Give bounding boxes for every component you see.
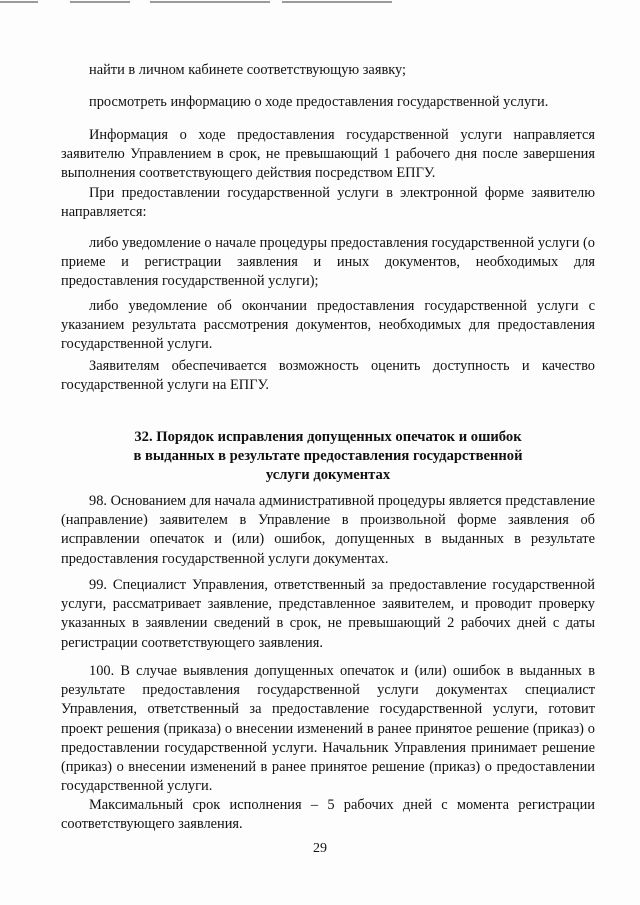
paragraph-98: 98. Основанием для начала административной процедуры является представление (направление) заявителем в Управление в произвольной форме заявления об исправлении опечаток и (или) ошибок, допущенных в выданных в результате предоставления государственной услуги документах.: [61, 493, 595, 567]
scan-edge-marks: [0, 0, 640, 6]
paragraph-99: 99. Специалист Управления, ответственный за предоставление государственной услуги, рассматривает заявление, представленное заявителем, и проводит проверку указанных в заявлении сведений в срок, не превышающий 2 рабочих дней с даты регистрации соответствующего заявления.: [61, 577, 595, 651]
paragraph-max-term: Максимальный срок исполнения – 5 рабочих дней с момента регистрации соответствующего заявления.: [61, 797, 595, 833]
paragraph-quality-rating: Заявителям обеспечивается возможность оценить доступность и качество государственной услуги на ЕПГУ.: [61, 358, 595, 394]
heading-line-3: услуги документах: [265, 467, 391, 484]
paragraph-find-application: найти в личном кабинете соответствующую заявку;: [89, 62, 407, 78]
heading-line-1: 32. Порядок исправления допущенных опечаток и ошибок: [134, 429, 522, 445]
paragraph-view-progress: просмотреть информацию о ходе предоставления государственной услуги.: [89, 94, 549, 110]
page-number: 29: [313, 841, 327, 856]
section-heading: [61, 428, 595, 486]
heading-line-2: в выданных в результате предоставления государственной: [133, 448, 523, 465]
paragraph-100: 100. В случае выявления допущенных опечаток и (или) ошибок в выданных в результате предоставления государственной услуги документах специалист Управления, ответственный за предоставление государственной услуги, готовит проект решения (приказа) о внесении изменений в ранее принятое решение (приказ) о предоставлении государственной услуги. Начальник Управления принимает решение (приказ) о внесении изменений в ранее принятое решение (приказ) о предоставлении государственной услуги.: [61, 663, 595, 795]
paragraph-electronic-form: При предоставлении государственной услуги в электронной форме заявителю направляется:: [61, 185, 595, 221]
paragraph-end-notice: либо уведомление об окончании предоставления государственной услуги с указанием результата рассмотрения документов, необходимых для предоставления государственной услуги.: [61, 298, 595, 353]
paragraph-progress-info: Информация о ходе предоставления государственной услуги направляется заявителю Управлением в срок, не превышающий 1 рабочего дня после завершения выполнения соответствующего действия посредством ЕПГУ.: [61, 127, 595, 182]
paragraph-start-notice: либо уведомление о начале процедуры предоставления государственной услуги (о приеме и регистрации заявления и иных документов, необходимых для предоставления государственной услуги);: [61, 235, 595, 290]
